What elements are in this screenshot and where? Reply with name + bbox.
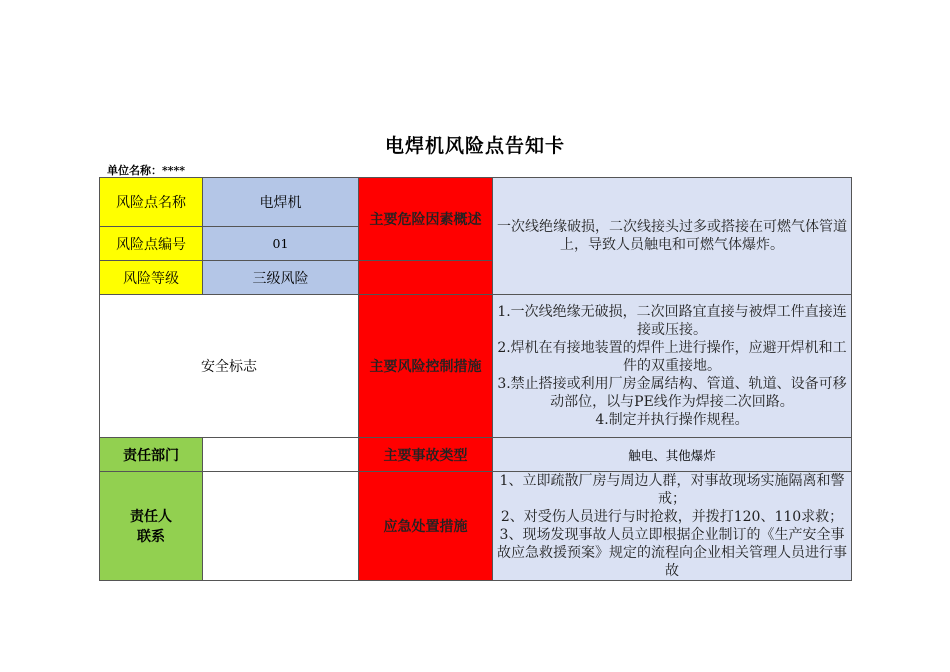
resp-person-label-line2: 联系 (137, 529, 165, 545)
unit-name-label: 单位名称：**** (107, 164, 186, 177)
main-hazard-label: 主要危险因素概述 (359, 178, 493, 261)
main-accident-label: 主要事故类型 (359, 438, 493, 472)
control-measure-item: 4.制定并执行操作规程。 (595, 412, 749, 428)
resp-person-label (100, 472, 203, 581)
main-control-label: 主要风险控制措施 (359, 295, 493, 438)
resp-dept-value (203, 438, 359, 472)
risk-level-value: 三级风险 (203, 261, 359, 295)
resp-person-value (203, 472, 359, 581)
risk-point-no-value: 01 (203, 227, 359, 261)
emergency-measure-item: 1、立即疏散厂房与周边人群，对事故现场实施隔离和警戒； (499, 473, 845, 507)
control-measures-cell (493, 295, 852, 438)
risk-point-name-value: 电焊机 (203, 178, 359, 227)
control-measure-item: 2.焊机在有接地装置的焊件上进行操作，应避开焊机和工件的双重接地。 (497, 340, 847, 374)
emergency-label: 应急处置措施 (359, 472, 493, 581)
main-accident-value: 触电、其他爆炸 (493, 438, 852, 472)
risk-point-name-label: 风险点名称 (100, 178, 203, 227)
risk-point-no-label: 风险点编号 (100, 227, 203, 261)
risk-level-label: 风险等级 (100, 261, 203, 295)
emergency-measures-cell (493, 472, 852, 581)
risk-notice-table (99, 177, 852, 581)
control-measure-item: 1.一次线绝缘无破损，二次回路宜直接与被焊工件直接连接或压接。 (497, 304, 847, 338)
safety-sign-cell: 安全标志 (100, 295, 359, 438)
resp-person-label-line1: 责任人 (130, 509, 172, 525)
main-hazard-label-cont (359, 261, 493, 295)
page-title: 电焊机风险点告知卡 (384, 135, 565, 157)
resp-dept-label: 责任部门 (100, 438, 203, 472)
emergency-measure-item: 2、对受伤人员进行与时抢救，并拨打120、110求救； (500, 509, 844, 525)
control-measure-item: 3.禁止搭接或利用厂房金属结构、管道、轨道、设备可移动部位，以与PE线作为焊接二次回路。 (497, 376, 847, 410)
emergency-measure-item: 3、现场发现事故人员立即根据企业制订的《生产安全事故应急救援预案》规定的流程向企业相关管理人员进行事故 (497, 527, 847, 579)
main-hazard-value: 一次线绝缘破损，二次线接头过多或搭接在可燃气体管道上，导致人员触电和可燃气体爆炸。 (493, 178, 852, 295)
